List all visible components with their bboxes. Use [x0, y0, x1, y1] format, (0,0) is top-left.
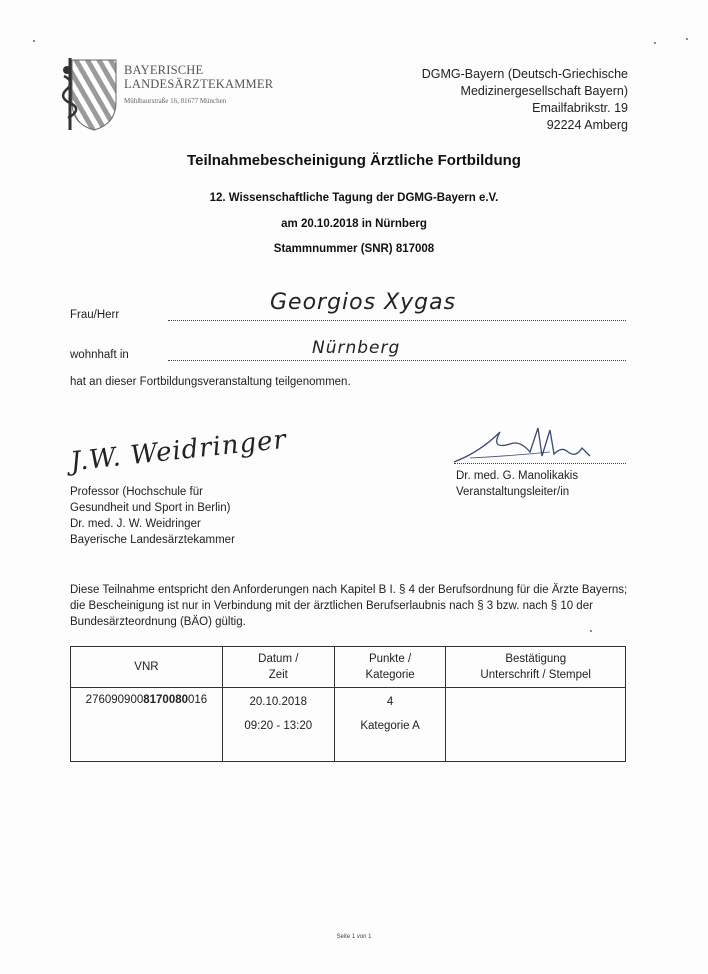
participant-name-handwritten: Georgios Xygas: [270, 290, 457, 315]
event-date-place: am 20.10.2018 in Nürnberg: [281, 218, 427, 230]
header-points-line2: Kategorie: [365, 669, 415, 681]
header-vnr-label: VNR: [134, 661, 159, 673]
left-handwritten-signature: J.W. Weidringer: [69, 424, 289, 478]
organizer-address: [422, 66, 628, 134]
right-signatory-line: Veranstaltungsleiter/in: [456, 486, 570, 498]
left-signatory-line: Professor (Hochschule für: [70, 486, 203, 498]
event-snr: Stammnummer (SNR) 817008: [273, 243, 435, 255]
org-line: DGMG-Bayern (Deutsch-Griechische: [421, 67, 628, 81]
cell-points: 4: [386, 696, 394, 708]
cell-confirmation: [446, 688, 626, 762]
chamber-name: [124, 63, 273, 91]
left-signatory-line: Bayerische Landesärztekammer: [70, 534, 235, 546]
residence-label: wohnhaft in: [70, 349, 129, 361]
document-title: Teilnahmebescheinigung Ärztliche Fortbildung: [187, 152, 521, 169]
right-signature-scribble: [450, 422, 610, 473]
cell-category: Kategorie A: [360, 720, 420, 732]
legal-notice: Diese Teilnahme entspricht den Anforderungen nach Kapitel B I. § 4 der Berufsordnung für die Ärzte Bayerns; die Bescheinigung ist nur in Verbindung mit der ärztlichen Berufserlaubnis nach § 3 bzw. nach § 10 der Bundesärzteordnung (BÄO) gültig.: [70, 584, 628, 628]
left-signatory-line: Gesundheit und Sport in Berlin): [70, 502, 231, 514]
chamber-logo: [58, 54, 120, 132]
right-signatory: [456, 468, 578, 500]
scan-speck: [590, 630, 592, 632]
table-header-row: [71, 647, 626, 688]
right-signatory-line: Dr. med. G. Manolikakis: [456, 470, 579, 482]
scan-speck: [33, 40, 35, 42]
org-line: Emailfabrikstr. 19: [532, 101, 628, 115]
right-signature-dotted-line: [454, 463, 626, 464]
scan-speck: [654, 42, 656, 44]
header-date-line2: Zeit: [268, 669, 288, 681]
header-date-line1: Datum /: [258, 653, 299, 665]
event-name: 12. Wissenschaftliche Tagung der DGMG-Bayern e.V.: [209, 192, 499, 204]
residence-handwritten: Nürnberg: [312, 338, 401, 358]
name-dotted-line: [168, 320, 626, 321]
chamber-name-line1: BAYERISCHE: [124, 63, 204, 77]
table-row: [71, 688, 626, 762]
header-confirmation-line2: Unterschrift / Stempel: [480, 669, 591, 681]
header-confirmation-line1: Bestätigung: [505, 653, 567, 665]
header-points-line1: Punkte /: [368, 653, 412, 665]
chamber-address: Mühlbaurstraße 16, 81677 München: [124, 97, 227, 105]
header-confirmation: [446, 647, 626, 688]
cell-date: 20.10.2018: [249, 696, 308, 708]
left-signatory: [70, 484, 235, 548]
residence-dotted-line: [168, 360, 626, 361]
org-line: 92224 Amberg: [546, 118, 628, 132]
scan-speck: [686, 38, 688, 40]
org-line: Medizinergesellschaft Bayern): [460, 84, 628, 98]
cell-vnr: [71, 688, 223, 762]
cell-points-category: [334, 688, 446, 762]
header-points: [334, 647, 446, 688]
cell-date-time: [222, 688, 334, 762]
header-date: [222, 647, 334, 688]
vnr-suffix: 016: [188, 694, 208, 706]
left-signatory-line: Dr. med. J. W. Weidringer: [70, 518, 201, 530]
page-footer: Seite 1 von 1: [336, 934, 372, 940]
points-table: [70, 646, 626, 762]
vnr-bold-part: 8170080: [143, 694, 189, 706]
cell-time: 09:20 - 13:20: [244, 720, 313, 732]
salutation-label: Frau/Herr: [70, 309, 120, 321]
header-vnr: [71, 647, 223, 688]
vnr-prefix: 276090900: [85, 694, 144, 706]
chamber-name-line2: LANDESÄRZTEKAMMER: [124, 77, 274, 91]
participation-statement: hat an dieser Fortbildungsveranstaltung teilgenommen.: [70, 376, 351, 388]
